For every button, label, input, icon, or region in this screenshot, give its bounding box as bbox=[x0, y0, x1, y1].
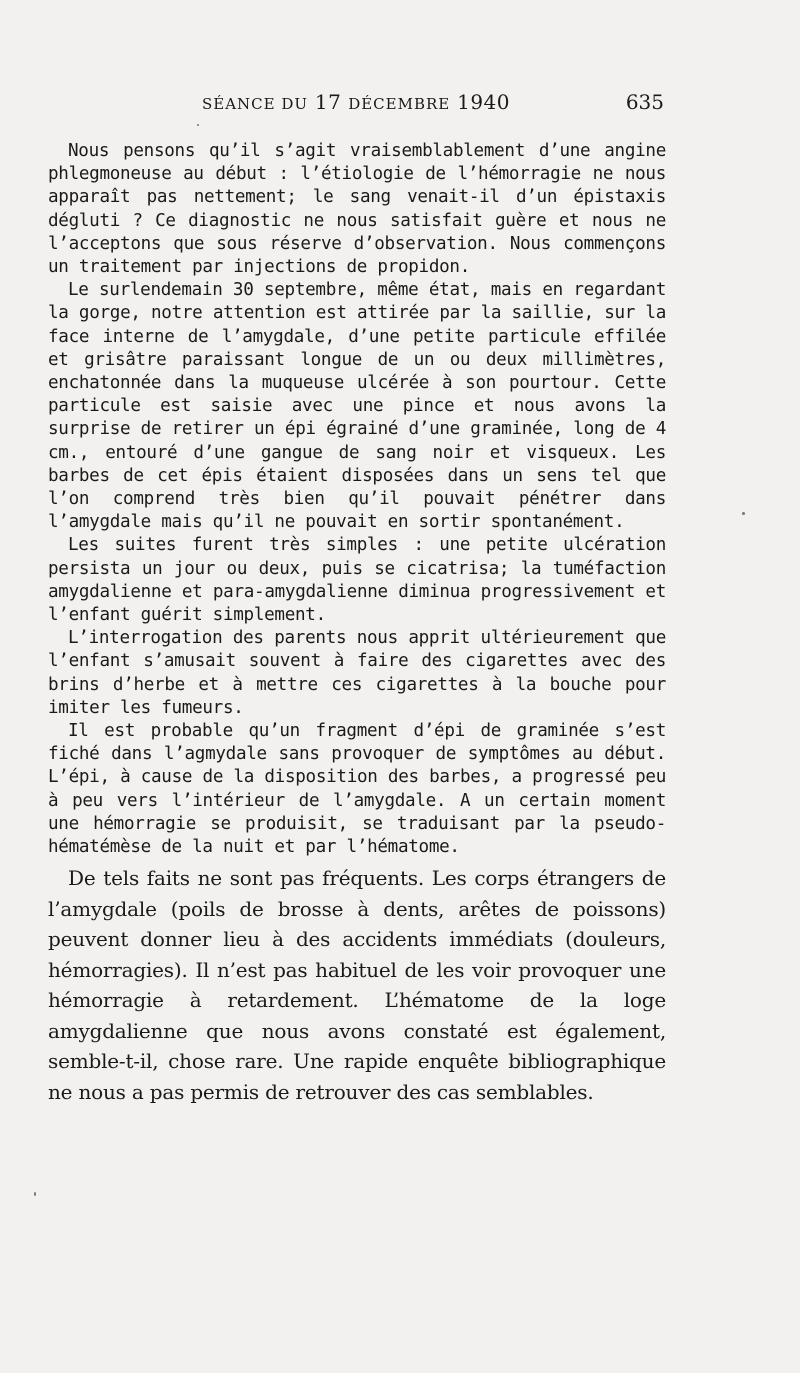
title-day: 17 bbox=[314, 90, 342, 114]
print-speck bbox=[742, 512, 745, 515]
paragraph-conclusion: De tels faits ne sont pas fréquents. Les corps étrangers de l’amygdale (poils de brosse à dents, arêtes de poissons) peuvent donner lieu à des accidents immédiats (douleurs, hémorragies). Il n’est pas habituel de les voir provoquer une hémorragie à retardement. L’hématome de la loge amygdalienne que nous avons constaté est également, semble-t-il, chose rare. Une rapide enquête bibliographique ne nous a pas permis de retrouver des cas semblables. bbox=[48, 866, 666, 1104]
paragraph-diagnosis: Nous pensons qu’il s’agit vraisemblablement d’une angine phlegmoneuse au début : l’étiologie de l’hémorragie ne nous apparaît pas nettement; le sang venait-il d’un épistaxis dégluti ? Ce diagnostic ne nous satisfait guère et nous ne l’acceptons que sous réserve d’observation. Nous commençons un traitement par injections de propidon. bbox=[48, 141, 666, 278]
session-title bbox=[48, 90, 664, 114]
paragraph-hypothesis: Il est probable qu’un fragment d’épi de graminée s’est fiché dans l’agmydale sans provoquer de symptômes au début. L’épi, à cause de la disposition des barbes, a progressé peu à peu vers l’intérieur de l’amygdale. A un certain moment une hémorragie se produisit, se traduisant par la pseudo-hématémèse de la nuit et par l’hématome. bbox=[48, 721, 666, 858]
paragraph-outcome: Les suites furent très simples : une petite ulcération persista un jour ou deux, puis se cicatrisa; la tuméfaction amygdalienne et para-amygdalienne diminua progressivement et l’enfant guérit simplement. bbox=[48, 535, 666, 626]
case-report-text bbox=[48, 140, 666, 859]
print-speck bbox=[34, 1192, 36, 1196]
running-header bbox=[48, 86, 664, 118]
paragraph-extraction: Le surlendemain 30 septembre, même état, mais en regardant la gorge, notre attention est attirée par la saillie, sur la face interne de l’amygdale, d’une petite particule effilée et grisâtre paraissant longue de un ou deux millimètres, enchatonnée dans la muqueuse ulcérée à son pourtour. Cette particule est saisie avec une pince et nous avons la surprise de retirer un épi égrainé d’une graminée, long de 4 cm., entouré d’une gangue de sang noir et visqueux. Les barbes de cet épis étaient disposées dans un sens tel que l’on comprend très bien qu’il pouvait pénétrer dans l’amygdale mais qu’il ne pouvait en sortir spontanément. bbox=[48, 280, 666, 533]
conclusion-text bbox=[48, 863, 666, 1107]
title-month: DÉCEMBRE bbox=[348, 95, 451, 113]
title-year: 1940 bbox=[457, 90, 510, 114]
page-number: 635 bbox=[625, 90, 664, 114]
print-speck bbox=[197, 124, 199, 126]
paragraph-history: L’interrogation des parents nous apprit ultérieurement que l’enfant s’amusait souvent à faire des cigarettes avec des brins d’herbe et à mettre ces cigarettes à la bouche pour imiter les fumeurs. bbox=[48, 628, 666, 718]
title-prefix: SÉANCE DU bbox=[201, 95, 309, 113]
